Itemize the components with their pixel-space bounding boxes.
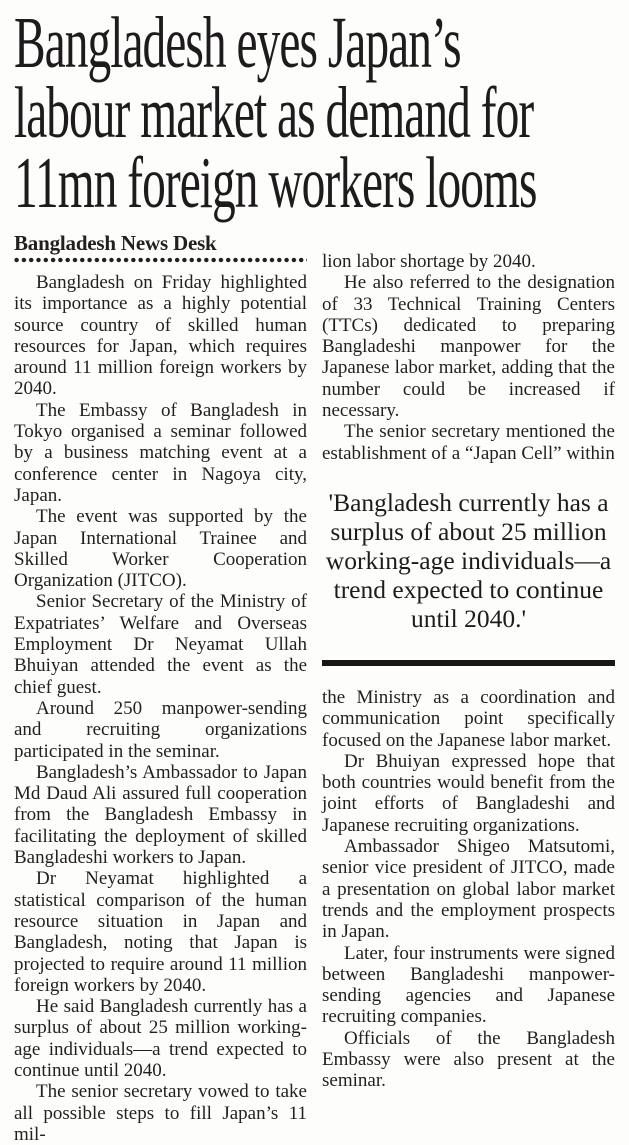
paragraph: Officials of the Bangladesh Embassy were also present at the seminar. <box>322 1027 615 1092</box>
paragraph-continuation: the Ministry as a coordination and communication point specifically focused on the Japanese labor market. <box>322 686 615 751</box>
headline-line-2: labour market as demand for <box>14 72 534 153</box>
headline <box>14 2 615 223</box>
headline-line-3: 11mn foreign workers looms <box>14 142 537 223</box>
paragraph: The senior secretary mentioned the establishment of a “Japan Cell” within <box>322 421 615 464</box>
paragraph: Bangladesh on Friday highlighted its importance as a highly potential source country of skilled human resources for Japan, which requires around 11 million foreign workers by 2040. <box>14 272 307 400</box>
paragraph: The event was supported by the Japan International Trainee and Skilled Worker Cooperation Organization (JITCO). <box>14 506 307 592</box>
article-column-right <box>322 232 615 1145</box>
paragraph: Dr Neyamat highlighted a statistical comparison of the human resource situation in Japan and Bangladesh, noting that Japan is projected to require around 11 million foreign workers by 2040. <box>14 868 307 996</box>
paragraph-continuation: lion labor shortage by 2040. <box>322 251 536 272</box>
article-body <box>14 232 615 1145</box>
paragraph: Ambassador Shigeo Matsutomi, senior vice president of JITCO, made a presentation on global labor market trends and the employment prospects in Japan. <box>322 836 615 943</box>
paragraph: He said Bangladesh currently has a surplus of about 25 million working-age individuals—a trend expected to continue until 2040. <box>14 996 307 1081</box>
article-column-left <box>14 232 307 1145</box>
paragraph: Later, four instruments were signed between Bangladeshi manpower-sending agencies and Japanese recruiting companies. <box>322 942 615 1028</box>
paragraph: Around 250 manpower-sending and recruiting organizations participated in the seminar. <box>14 697 307 762</box>
byline: Bangladesh News Desk <box>14 231 217 255</box>
paragraph: The Embassy of Bangladesh in Tokyo organised a seminar followed by a business matching event at a conference center in Nagoya city, Japan. <box>14 399 307 506</box>
paragraph: Senior Secretary of the Ministry of Expatriates’ Welfare and Overseas Employment Dr Neyamat Ullah Bhuiyan attended the event as the chief guest. <box>14 591 307 698</box>
paragraph: Bangladesh’s Ambassador to Japan Md Daud Ali assured full cooperation from the Bangladesh Embassy in facilitating the deployment of skilled Bangladeshi workers to Japan. <box>14 761 307 869</box>
paragraph: He also referred to the designation of 33 Technical Training Centers (TTCs) dedicated to preparing Bangladeshi manpower for the Japanese labor market, adding that the number could be increased if necessary. <box>322 272 615 422</box>
pull-quote: 'Bangladesh currently has a surplus of about 25 million working-age individuals—a trend expected to continue until 2040.' <box>325 487 612 633</box>
paragraph: The senior secretary vowed to take all possible steps to fill Japan’s 11 mil- <box>14 1081 307 1145</box>
headline-line-1: Bangladesh eyes Japan’s <box>14 2 461 83</box>
byline-dotted-divider <box>14 257 307 263</box>
paragraph: Dr Bhuiyan expressed hope that both countries would benefit from the joint efforts of Bangladeshi and Japanese recruiting organizations. <box>322 750 615 836</box>
pull-quote-rule <box>322 660 615 666</box>
